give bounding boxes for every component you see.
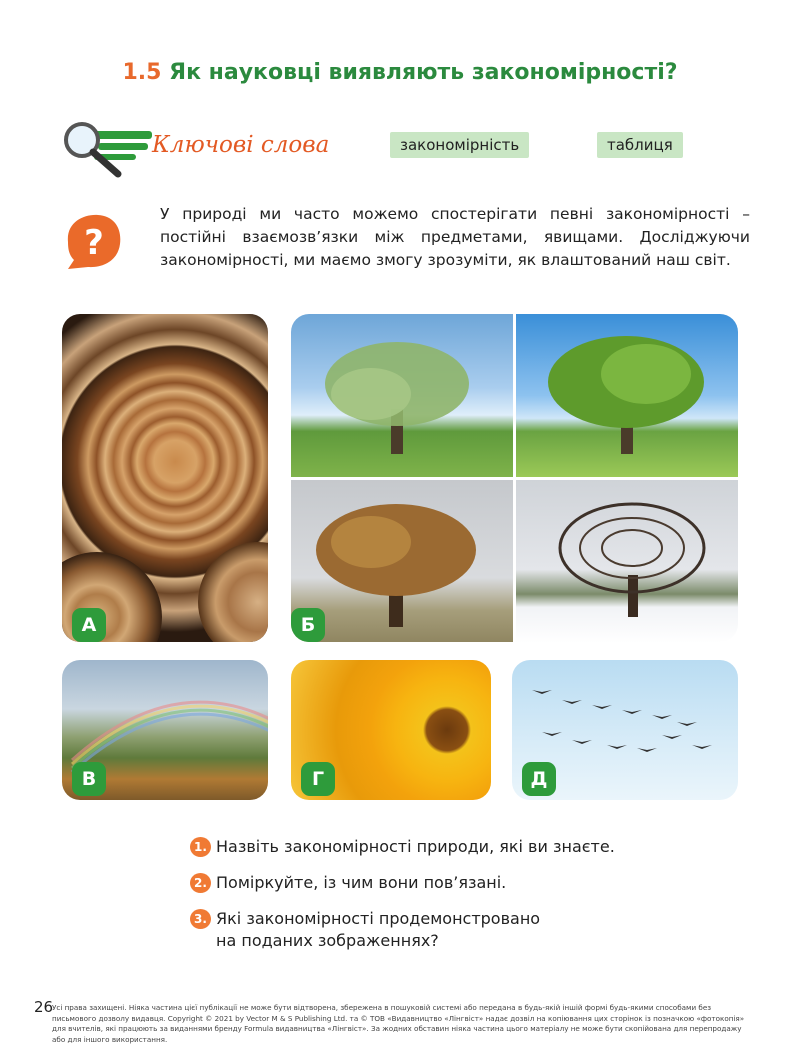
keywords-label: Ключові слова xyxy=(152,132,330,158)
question-text: Назвіть закономірності природи, які ви знаєте. xyxy=(216,837,615,856)
keyword-chip: закономірність xyxy=(390,132,529,158)
photo-label: А xyxy=(72,608,106,642)
question-text: Поміркуйте, із чим вони пов’язані. xyxy=(216,873,507,892)
keywords-row xyxy=(60,118,750,178)
photo-label: Б xyxy=(291,608,325,642)
question-number: 1. xyxy=(190,837,211,857)
page-number: 26 xyxy=(34,998,54,1016)
question-number: 2. xyxy=(190,873,211,893)
photo-seasons-tree xyxy=(291,314,738,642)
photo-label: В xyxy=(72,762,106,796)
photo-tree-rings xyxy=(62,314,268,642)
photo-label: Д xyxy=(522,762,556,796)
copyright-notice: Усі права захищені. Ніяка частина цієї публікації не може бути відтворена, збережена в пошуковій системі або передана в будь-якій іншій формі будь-якими способами без письмового дозволу видавця. Copyright © 2021 by Vector M & S Publishing Ltd. та © ТОВ «Видавництво «Лінгвіст» надає дозвіл на копіювання цих сторінок із позначкою «фотокопія» для вчителів, які працюють за виданнями бренду Formula видавництва «Лінгвіст». За жодних обставин ніяка частина цього матеріалу не може бути скопійована для перепродажу або для іншого використання. xyxy=(52,1003,745,1044)
list-item xyxy=(190,872,710,894)
intro-paragraph: У природі ми часто можемо спостерігати певні закономірності – постійні взаємозв’язки між предметами, явищами. Досліджуючи закономірності, ми маємо змогу зрозуміти, як влаштований наш світ. xyxy=(160,205,750,269)
photo-birds-flock xyxy=(512,660,738,800)
magnifier-icon xyxy=(60,118,160,178)
question-icon xyxy=(62,212,124,270)
section-title: Як науковці виявляють закономірності? xyxy=(169,60,678,85)
photo-rainbow xyxy=(62,660,268,800)
keyword-chip: таблиця xyxy=(597,132,683,158)
photo-label: Г xyxy=(301,762,335,796)
page-title xyxy=(0,60,800,85)
question-text: Які закономірності продемонстровано на поданих зображеннях? xyxy=(216,909,541,950)
photo-winter-tree xyxy=(516,480,738,642)
question-number: 3. xyxy=(190,909,211,929)
svg-text:?: ? xyxy=(84,223,104,263)
photo-spring-tree xyxy=(291,314,513,477)
questions-list xyxy=(190,836,710,966)
list-item xyxy=(190,908,546,952)
photo-sunflower xyxy=(291,660,491,800)
list-item xyxy=(190,836,710,858)
section-number: 1.5 xyxy=(122,60,162,85)
photo-summer-tree xyxy=(516,314,738,477)
